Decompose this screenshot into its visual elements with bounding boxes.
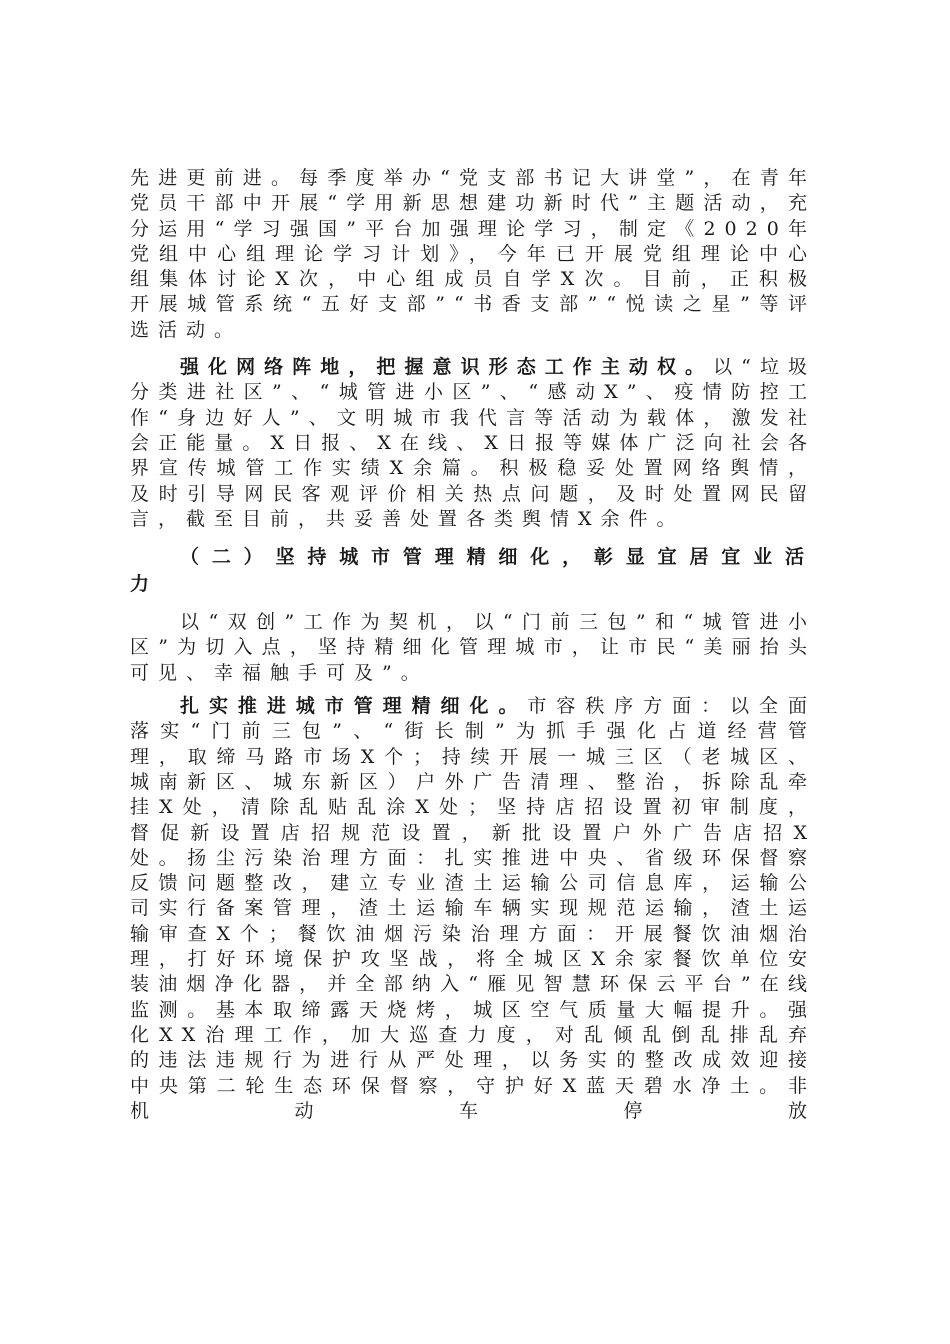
paragraph-study: 先进更前进。每季度举办“党支部书记大讲堂”，在青年党员干部中开展“学用新思想建功新时代”主题活动，充分运用“学习强国”平台加强理论学习，制定《2020年党组中心组理论学习计划》，今年已开展党组理论中心组集体讨论X次，中心组成员自学X次。目前，正积极开展城管系统“五好支部”“书香支部”“悦读之星”等评选活动。 [130, 167, 816, 341]
paragraph-network [130, 355, 816, 532]
paragraph-refinement [130, 694, 816, 1124]
paragraph-network-lead: 强化网络阵地，把握意识形态工作主动权。 [180, 356, 714, 379]
paragraph-refinement-lead: 扎实推进城市管理精细化。 [180, 695, 528, 718]
paragraph-intro: 以“双创”工作为契机，以“门前三包”和“城管进小区”为切入点，坚持精细化管理城市，让市民“美丽抬头可见、幸福触手可及”。 [130, 611, 816, 684]
section-heading-2: （二）坚持城市管理精细化，彰显宜居宜业活力 [130, 546, 816, 596]
paragraph-network-body: 以“垃圾分类进社区”、“城管进小区”、“感动X”、疫情防控工作“身边好人”、文明城市我代言等活动为载体，激发社会正能量。X日报、X在线、X日报等媒体广泛向社会各界宣传城管工作实绩X余篇。积极稳妥处置网络舆情，及时引导网民客观评价相关热点问题，及时处置网民留言，截至目前，共妥善处置各类舆情X余件。 [130, 356, 816, 530]
paragraph-refinement-body: 市容秩序方面：以全面落实“门前三包”、“街长制”为抓手强化占道经营管理，取缔马路市场X个；持续开展一城三区（老城区、城南新区、城东新区）户外广告清理、整治，拆除乱牵挂X处，清除乱贴乱涂X处；坚持店招设置初审制度，督促新设置店招规范设置，新批设置户外广告店招X处。扬尘污染治理方面：扎实推进中央、省级环保督察反馈问题整改，建立专业渣土运输公司信息库，运输公司实行备案管理，渣土运输车辆实现规范运输，渣土运输审查X个；餐饮油烟污染治理方面：开展餐饮油烟治理，打好环境保护攻坚战，将全城区X余家餐饮单位安装油烟净化器，并全部纳入“雁见智慧环保云平台”在线监测。基本取缔露天烧烤，城区空气质量大幅提升。强化XX治理工作，加大巡查力度，对乱倾乱倒乱排乱弃的违法违规行为进行从严处理，以务实的整改成效迎接中央第二轮生态环保督察，守护好X蓝天碧水净土。非机动车停放 [130, 695, 816, 1122]
document-page [130, 166, 816, 1124]
